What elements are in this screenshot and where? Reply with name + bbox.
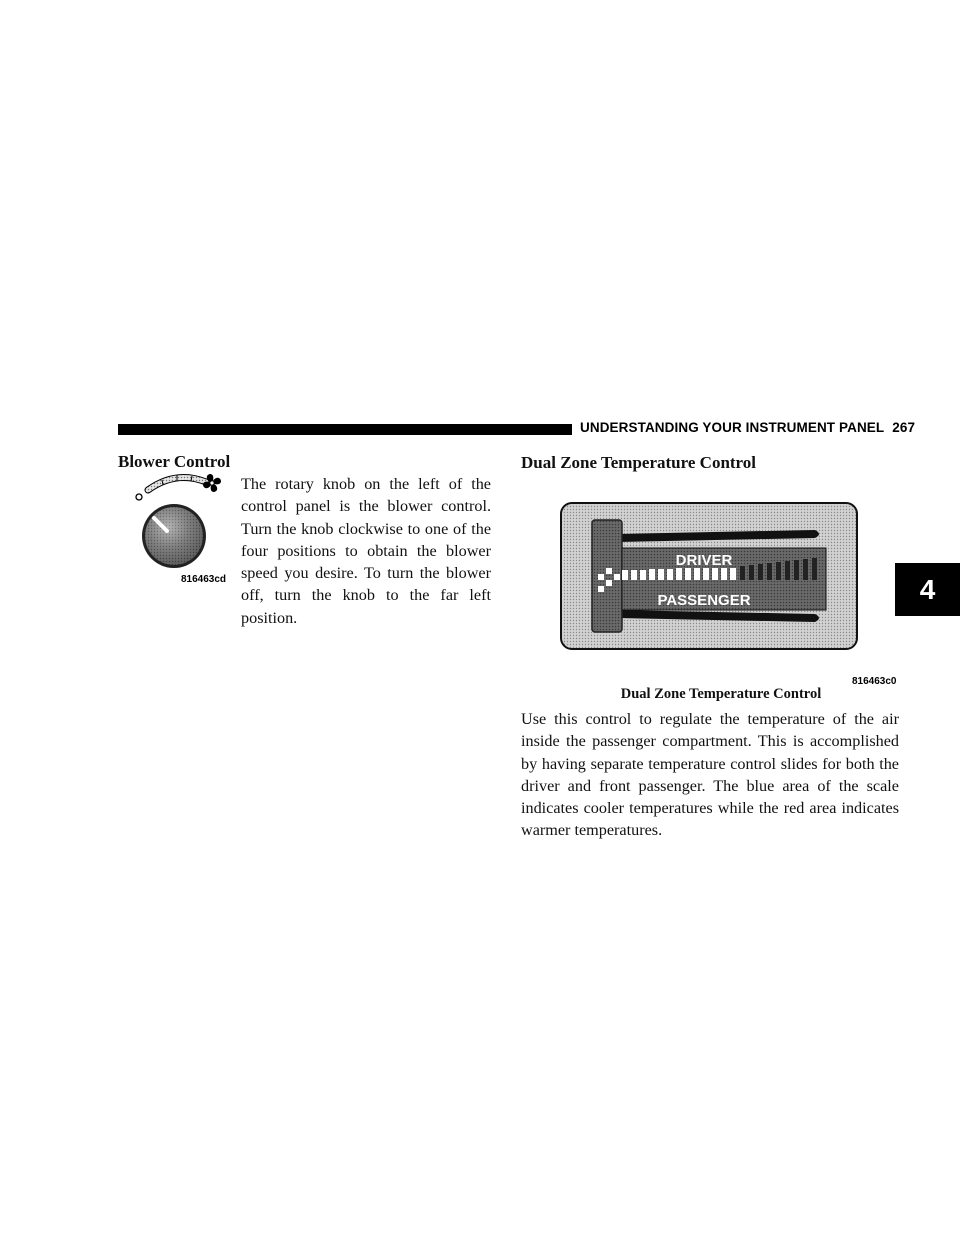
header-rule: [118, 424, 572, 435]
dual-zone-figure: [560, 502, 858, 650]
blower-description: The rotary knob on the left of the control panel is the blower control. Turn the knob clockwise to one of the four positions to obtain the blower speed you desire. To turn the blower off, turn the knob to the far left position.: [241, 475, 491, 627]
blower-figure-code: 816463cd: [181, 574, 227, 585]
icon-name-list: [0, 0, 1, 1]
off-dot-icon: [136, 494, 142, 500]
passenger-label: PASSENGER: [657, 592, 751, 609]
dual-zone-figure-code: 816463c0: [852, 676, 897, 687]
chapter-tab[interactable]: 4: [895, 563, 960, 616]
page-number: 267: [892, 420, 916, 435]
driver-label: DRIVER: [675, 552, 733, 569]
dual-zone-description: Use this control to regulate the temperature of the air inside the passenger compartment. This is accomplished by having separate temperature control slides for both the driver and front passenger. The blue area of the scale indicates cooler temperatures while the red area indicates warmer temperatures.: [521, 710, 899, 840]
running-header: [580, 420, 915, 435]
blower-control-heading: Blower Control: [118, 452, 231, 471]
fan-icon: [203, 474, 221, 492]
blower-knob-figure: [132, 470, 232, 578]
dual-zone-caption: Dual Zone Temperature Control: [620, 686, 822, 702]
section-title: UNDERSTANDING YOUR INSTRUMENT PANEL: [580, 420, 885, 435]
dual-zone-heading: Dual Zone Temperature Control: [521, 453, 757, 472]
